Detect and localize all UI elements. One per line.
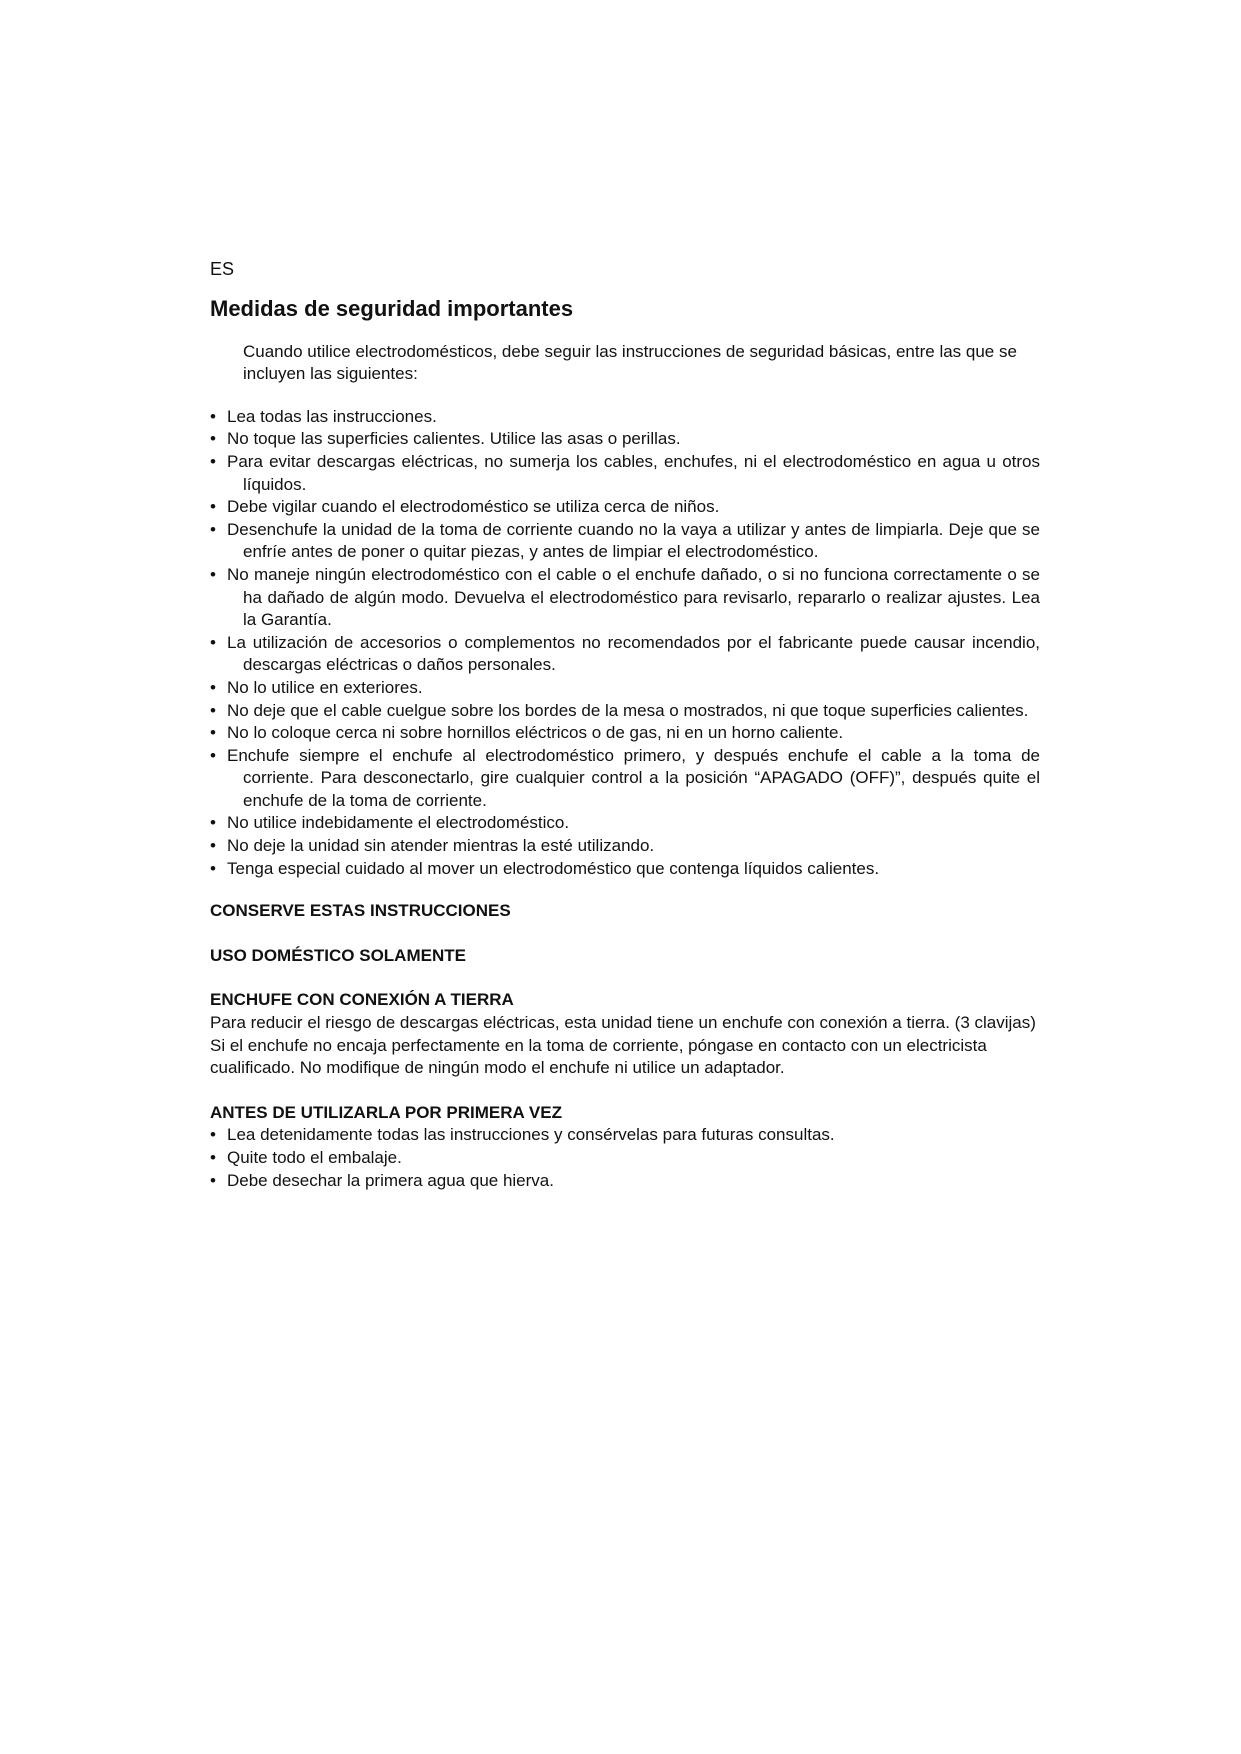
intro-paragraph: Cuando utilice electrodomésticos, debe seguir las instrucciones de seguridad básicas, entre las que se incluyen las siguientes: <box>243 341 1017 384</box>
list-item: • No toque las superficies calientes. Utilice las asas o perillas. <box>210 428 1040 451</box>
conserve-heading: CONSERVE ESTAS INSTRUCCIONES <box>210 901 511 921</box>
list-item: • Para evitar descargas eléctricas, no sumerja los cables, enchufes, ni el electrodoméstico en agua u otros líquidos. <box>210 451 1040 496</box>
list-item: • Tenga especial cuidado al mover un electrodoméstico que contenga líquidos calientes. <box>210 858 1040 881</box>
grounded-plug-paragraph: Para reducir el riesgo de descargas eléctricas, esta unidad tiene un enchufe con conexión a tierra. (3 clavijas) Si el enchufe no encaja perfectamente en la toma de corriente, póngase en contacto con un electricista cualificado. No modifique de ningún modo el enchufe ni utilice un adaptador. <box>210 1013 1036 1078</box>
page-title: Medidas de seguridad importantes <box>210 295 574 321</box>
grounded-plug-heading: ENCHUFE CON CONEXIÓN A TIERRA <box>210 990 514 1010</box>
list-item: • Desenchufe la unidad de la toma de corriente cuando no la vaya a utilizar y antes de limpiarla. Deje que se enfríe antes de poner o quitar piezas, y antes de limpiar el electrodoméstico. <box>210 519 1040 564</box>
list-item: • Lea detenidamente todas las instrucciones y consérvelas para futuras consultas. <box>210 1124 1040 1147</box>
list-item: • No lo coloque cerca ni sobre hornillos eléctricos o de gas, ni en un horno caliente. <box>210 722 1040 745</box>
list-item: • No maneje ningún electrodoméstico con el cable o el enchufe dañado, o si no funciona correctamente o se ha dañado de algún modo. Devuelva el electrodoméstico para revisarlo, repararlo o realizar ajustes. Lea la Garantía. <box>210 564 1040 632</box>
manual-page <box>210 258 1040 1192</box>
list-item: • No lo utilice en exteriores. <box>210 677 1040 700</box>
first-use-list <box>210 1124 1040 1192</box>
domestic-use-heading: USO DOMÉSTICO SOLAMENTE <box>210 945 466 965</box>
list-item: • Debe desechar la primera agua que hierva. <box>210 1170 1040 1193</box>
list-item: • Debe vigilar cuando el electrodoméstico se utiliza cerca de niños. <box>210 496 1040 519</box>
list-item: • Lea todas las instrucciones. <box>210 406 1040 429</box>
list-item: • No deje que el cable cuelgue sobre los bordes de la mesa o mostrados, ni que toque superficies calientes. <box>210 700 1040 723</box>
list-item: • Enchufe siempre el enchufe al electrodoméstico primero, y después enchufe el cable a la toma de corriente. Para desconectarlo, gire cualquier control a la posición “APAGADO (OFF)”, después quite el enchufe de la toma de corriente. <box>210 745 1040 813</box>
list-item: • Quite todo el embalaje. <box>210 1147 1040 1170</box>
list-item: • No utilice indebidamente el electrodoméstico. <box>210 812 1040 835</box>
first-use-heading: ANTES DE UTILIZARLA POR PRIMERA VEZ <box>210 1102 562 1122</box>
list-item: • La utilización de accesorios o complementos no recomendados por el fabricante puede causar incendio, descargas eléctricas o daños personales. <box>210 632 1040 677</box>
list-item: • No deje la unidad sin atender mientras la esté utilizando. <box>210 835 1040 858</box>
language-code: ES <box>210 259 235 279</box>
safety-list <box>210 406 1040 880</box>
